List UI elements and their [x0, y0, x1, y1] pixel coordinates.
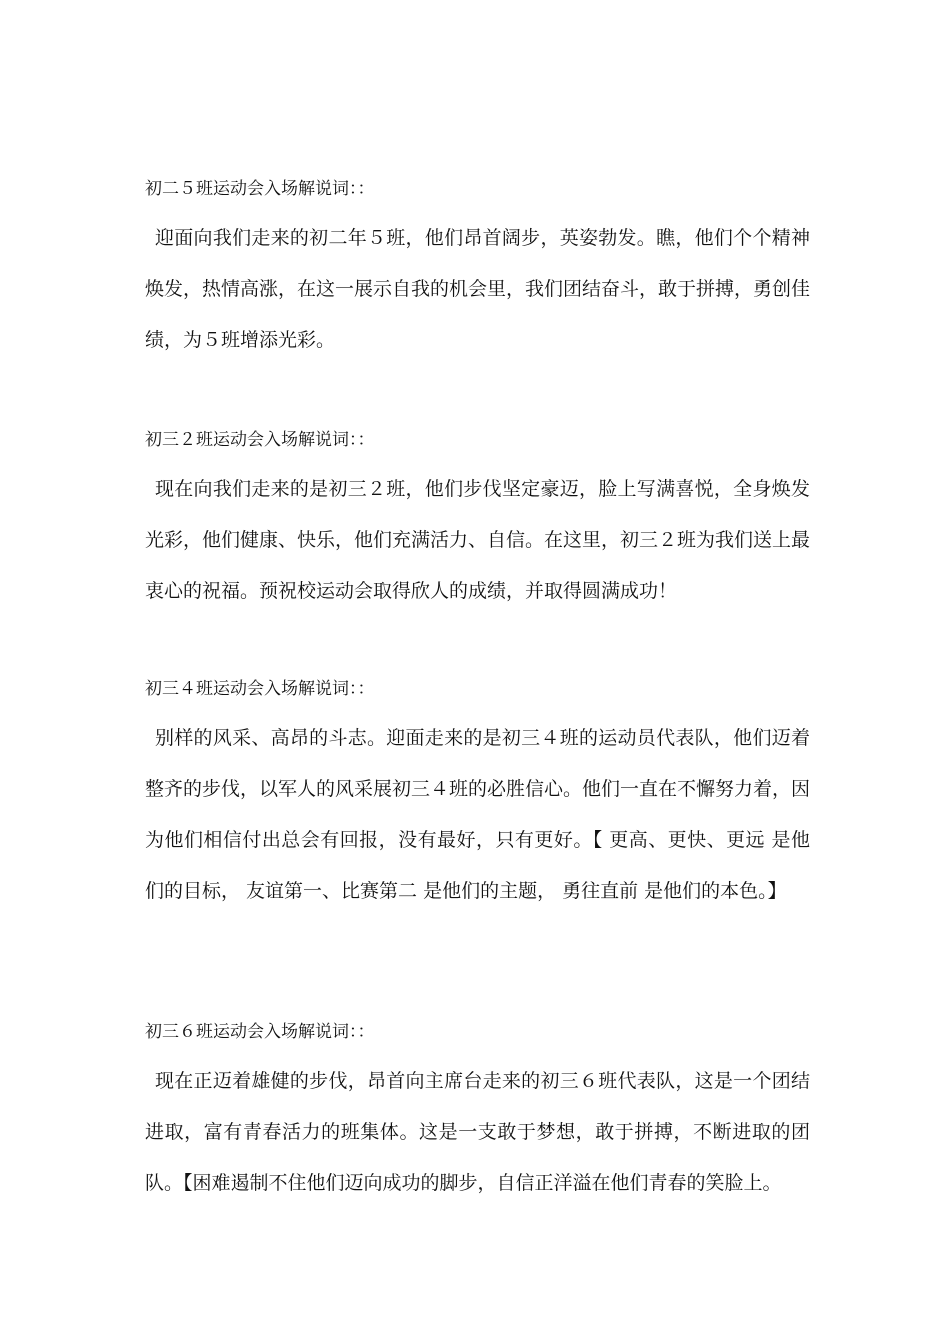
section-class-2-5 [145, 177, 810, 366]
section-heading: 初三４班运动会入场解说词：： [145, 679, 375, 699]
section-body: 现在向我们走来的是初三２班，他们步伐坚定豪迈，脸上写满喜悦，全身焕发光彩，他们健康、快乐，他们充满活力、自信。在这里，初三２班为我们送上最衷心的祝福。预祝校运动会取得欣人的成绩，并取得圆满成功！ [145, 478, 811, 602]
section-class-3-2 [145, 428, 810, 617]
section-heading: 初三２班运动会入场解说词：： [145, 430, 375, 450]
section-body: 别样的风采、高昂的斗志。迎面走来的是初三４班的运动员代表队，他们迈着整齐的步伐，以军人的风采展初三４班的必胜信心。他们一直在不懈努力着，因为他们相信付出总会有回报，没有最好，只有更好。【 更高、更快、更远 是他们的目标， 友谊第一、比赛第二 是他们的主题， 勇往直前 是他们的本色。】 [145, 727, 811, 902]
section-body: 现在正迈着雄健的步伐，昂首向主席台走来的初三６班代表队，这是一个团结进取，富有青春活力的班集体。这是一支敢于梦想，敢于拼搏，不断进取的团队。【困难遏制不住他们迈向成功的脚步，自信正洋溢在他们青春的笑脸上。 [145, 1070, 810, 1194]
section-heading: 初二５班运动会入场解说词：： [145, 179, 375, 199]
section-class-3-6 [145, 1020, 810, 1209]
section-class-3-4 [145, 677, 810, 917]
section-heading: 初三６班运动会入场解说词：： [145, 1022, 375, 1042]
section-body: 迎面向我们走来的初二年５班，他们昂首阔步，英姿勃发。瞧，他们个个精神焕发，热情高涨，在这一展示自我的机会里，我们团结奋斗，敢于拼搏，勇创佳绩，为５班增添光彩。 [145, 227, 811, 351]
